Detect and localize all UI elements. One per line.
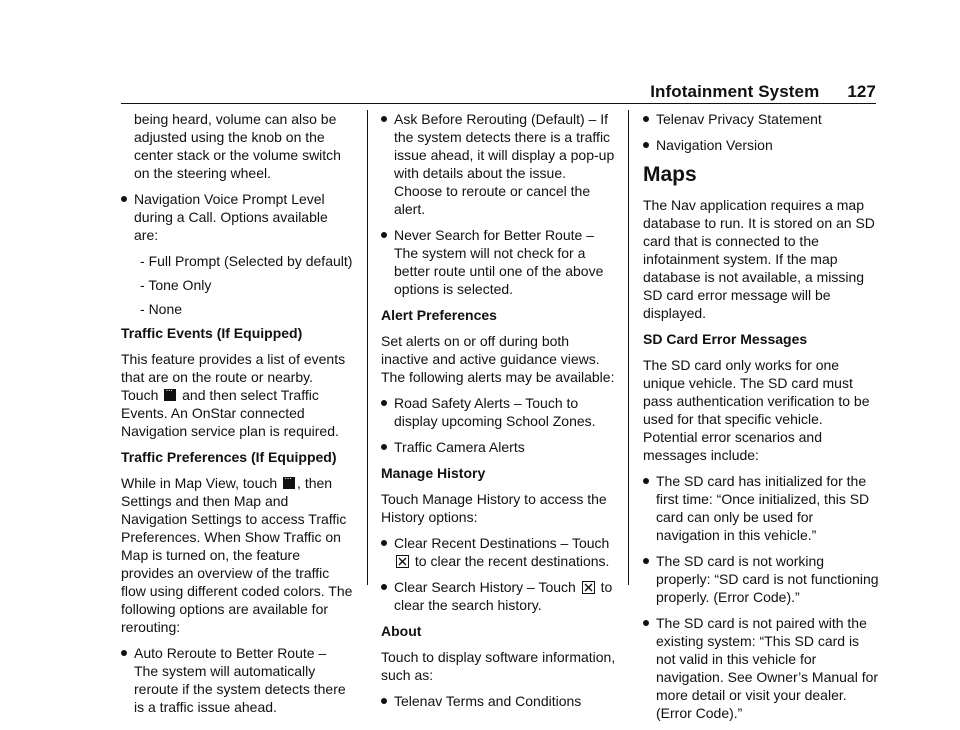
bullet-icon bbox=[121, 196, 127, 202]
maps-text: The Nav application requires a map database to run. It is stored on an SD card that is connected to the infotainment system. If the map database is not available, a missing SD card error message will be displayed. bbox=[643, 197, 875, 321]
sd-card-text: The SD card only works for one unique vehicle. The SD card must pass authentication verification to be used for that specific vehicle. Potential error scenarios and messages include: bbox=[643, 357, 870, 463]
menu-icon bbox=[283, 477, 295, 489]
alert-preferences-heading: Alert Preferences bbox=[381, 307, 497, 323]
sub-item: - Tone Only bbox=[140, 277, 212, 293]
traffic-events-heading: Traffic Events (If Equipped) bbox=[121, 325, 303, 341]
list-item: Clear Recent Destinations – Touch to clear the recent destinations. bbox=[381, 534, 617, 570]
list-item bbox=[381, 438, 617, 456]
column-middle bbox=[381, 110, 617, 718]
list-item bbox=[643, 552, 879, 606]
bullet-icon bbox=[643, 116, 649, 122]
list-item-text: Road Safety Alerts – Touch to display upcoming School Zones. bbox=[394, 395, 596, 429]
manage-history-heading: Manage History bbox=[381, 465, 486, 481]
list-item-text: Telenav Privacy Statement bbox=[656, 111, 822, 127]
list-item bbox=[121, 190, 353, 244]
list-item-text: Navigation Voice Prompt Level during a Call. Options available are: bbox=[134, 191, 328, 243]
about-text: Touch to display software information, such as: bbox=[381, 649, 616, 683]
list-item bbox=[381, 692, 617, 710]
bullet-icon bbox=[381, 584, 387, 590]
list-item bbox=[381, 226, 617, 298]
alert-preferences-text: Set alerts on or off during both inactive and active guidance views. The following alerts may be available: bbox=[381, 333, 615, 385]
intro-paragraph: being heard, volume can also be adjusted using the knob on the center stack or the volume switch on the steering wheel. bbox=[134, 111, 341, 181]
list-item: Clear Search History – Touch to clear the search history. bbox=[381, 578, 617, 614]
header-rule bbox=[121, 103, 876, 104]
page-header bbox=[0, 82, 876, 102]
bullet-icon bbox=[121, 650, 127, 656]
bullet-icon bbox=[381, 232, 387, 238]
column-divider bbox=[628, 110, 629, 585]
list-item-text: The SD card is not paired with the existing system: “This SD card is not valid in this vehicle for navigation. See Owner’s Manual for more detail or visit your dealer. (Error Code).” bbox=[656, 615, 879, 721]
sub-item: - None bbox=[140, 301, 183, 317]
list-item-text: Navigation Version bbox=[656, 137, 773, 153]
column-divider bbox=[367, 110, 368, 585]
column-right bbox=[643, 110, 879, 730]
about-heading: About bbox=[381, 623, 422, 639]
sub-item: - Full Prompt (Selected by default) bbox=[140, 253, 353, 269]
list-item bbox=[381, 394, 617, 430]
list-item-text: The SD card is not working properly: “SD card is not functioning properly. (Error Code).” bbox=[656, 553, 879, 605]
traffic-preferences-heading: Traffic Preferences (If Equipped) bbox=[121, 449, 337, 465]
bullet-icon bbox=[643, 620, 649, 626]
page-number: 127 bbox=[847, 82, 876, 101]
list-item bbox=[643, 472, 879, 544]
maps-heading: Maps bbox=[643, 163, 697, 186]
bullet-icon bbox=[643, 558, 649, 564]
list-item-text: Ask Before Rerouting (Default) – If the system detects there is a traffic issue ahead, it will display a pop-up with details about the issue. Choose to reroute or cancel the alert. bbox=[394, 111, 615, 217]
list-item bbox=[381, 110, 617, 218]
bullet-icon bbox=[381, 698, 387, 704]
list-item-text: Never Search for Better Route – The system will not check for a better route until one of the above options is selected. bbox=[394, 227, 604, 297]
clear-icon bbox=[582, 581, 595, 594]
manage-history-text: Touch Manage History to access the History options: bbox=[381, 491, 607, 525]
list-item bbox=[121, 644, 353, 716]
list-item bbox=[643, 136, 879, 154]
clear-icon bbox=[396, 555, 409, 568]
bullet-icon bbox=[643, 142, 649, 148]
bullet-icon bbox=[643, 478, 649, 484]
traffic-preferences-text: While in Map View, touch ··· , then Settings and then Map and Navigation Settings to access Traffic Preferences. When Show Traffic on Map is turned on, the feature provides an overview of the traffic flow using different coded colors. The following options are available for rerouting: bbox=[121, 474, 353, 636]
menu-icon bbox=[164, 389, 176, 401]
list-item bbox=[643, 110, 879, 128]
section-title: Infotainment System bbox=[650, 82, 820, 101]
column-left bbox=[121, 110, 353, 724]
bullet-icon bbox=[381, 400, 387, 406]
bullet-icon bbox=[381, 444, 387, 450]
bullet-icon bbox=[381, 540, 387, 546]
list-item bbox=[643, 614, 879, 722]
traffic-events-text: This feature provides a list of events that are on the route or nearby. Touch ··· and then select Traffic Events. An OnStar connected Navigation service plan is required. bbox=[121, 350, 353, 440]
sd-card-heading: SD Card Error Messages bbox=[643, 331, 808, 347]
list-item-text: Telenav Terms and Conditions bbox=[394, 693, 582, 709]
list-item-text: Auto Reroute to Better Route – The system will automatically reroute if the system detects there is a traffic issue ahead. bbox=[134, 645, 346, 715]
bullet-icon bbox=[381, 116, 387, 122]
list-item-text: The SD card has initialized for the first time: “Once initialized, this SD card can only be used for navigation in this vehicle.” bbox=[656, 473, 870, 543]
list-item-text: Traffic Camera Alerts bbox=[394, 439, 525, 455]
